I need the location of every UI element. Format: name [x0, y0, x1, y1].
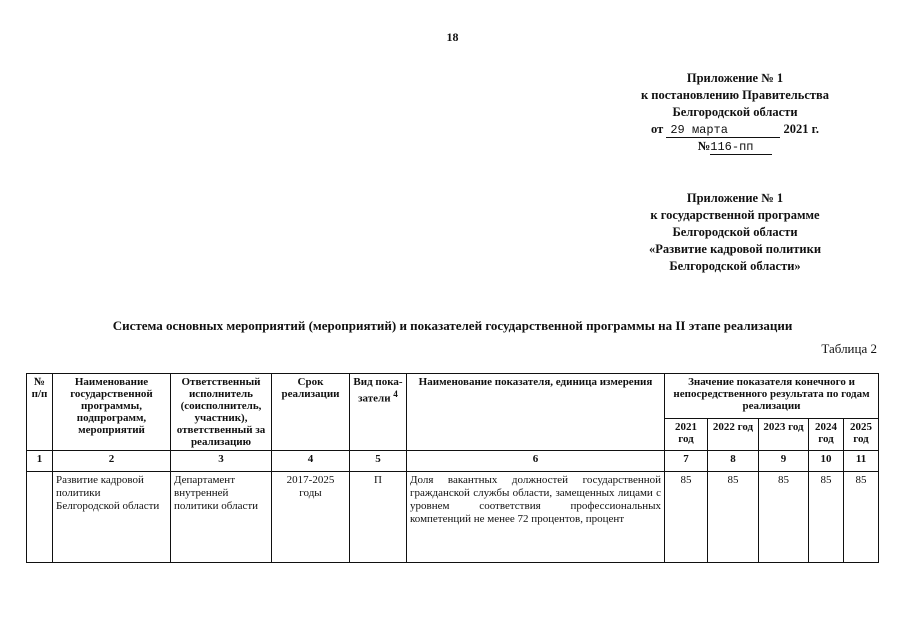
header-term: Срок реализации	[272, 374, 350, 451]
header-year: 2025 год	[844, 419, 879, 451]
column-number: 6	[407, 451, 665, 472]
indicators-table	[26, 373, 879, 563]
column-numbers-row	[27, 451, 879, 472]
column-number: 9	[759, 451, 809, 472]
row-name: Развитие кадровой политики Белгородской области	[53, 472, 171, 563]
appendix-line: к государственной программе	[650, 208, 820, 222]
row-value: 85	[665, 472, 708, 563]
appendix-program-block	[615, 190, 855, 275]
appendix-line: Белгородской области»	[669, 259, 801, 273]
page-number: 18	[446, 30, 459, 44]
row-kind: П	[350, 472, 407, 563]
row-term: 2017-2025 годы	[272, 472, 350, 563]
table-header-row	[27, 374, 879, 419]
header-year: 2022 год	[708, 419, 759, 451]
table-row	[27, 472, 879, 563]
appendix-line: к постановлению Правительства	[640, 88, 830, 102]
header-year: 2023 год	[759, 419, 809, 451]
header-year: 2024 год	[809, 419, 844, 451]
appendix-title: Приложение № 1	[686, 191, 784, 205]
header-year: 2021 год	[665, 419, 708, 451]
header-kind-label: Вид пока-затели	[353, 376, 403, 405]
number-value: 116-пп	[710, 140, 772, 155]
row-executor: Департамент внутренней политики области	[171, 472, 272, 563]
column-number: 2	[53, 451, 171, 472]
appendix-title: Приложение № 1	[686, 71, 784, 85]
header-kind	[350, 374, 407, 451]
row-value: 85	[759, 472, 809, 563]
header-kind-footnote: 4	[393, 389, 398, 399]
header-indicator: Наименование показателя, единица измерения	[407, 374, 665, 451]
column-number: 1	[27, 451, 53, 472]
column-number: 8	[708, 451, 759, 472]
column-number: 7	[665, 451, 708, 472]
document-title: Система основных мероприятий (мероприятий) и показателей государственной программы на II этапе реализации	[112, 318, 793, 333]
row-value: 85	[809, 472, 844, 563]
column-number: 11	[844, 451, 879, 472]
table-label: Таблица 2	[821, 341, 877, 356]
date-prefix: от	[650, 122, 664, 136]
header-executor: Ответственный исполнитель (соисполнитель, участник), ответственный за реализацию	[171, 374, 272, 451]
header-values: Значение показателя конечного и непосредственного результата по годам реализации	[665, 374, 879, 419]
number-prefix: №	[697, 139, 711, 153]
appendix-date-line	[615, 121, 855, 138]
row-indicator: Доля вакантных должностей государственной гражданской службы области, замещенных лицами с уровнем соответствия профессиональных компетенций не менее 72 процентов, процент	[407, 472, 665, 563]
column-number: 5	[350, 451, 407, 472]
date-year: 2021 г.	[783, 122, 819, 136]
column-number: 4	[272, 451, 350, 472]
column-number: 10	[809, 451, 844, 472]
column-number: 3	[171, 451, 272, 472]
row-value: 85	[708, 472, 759, 563]
row-value: 85	[844, 472, 879, 563]
appendix-line: Белгородской области	[672, 105, 798, 119]
appendix-resolution-block	[615, 70, 855, 155]
appendix-line: «Развитие кадровой политики	[648, 242, 822, 256]
header-name: Наименование государственной программы, подпрограмм, мероприятий	[53, 374, 171, 451]
row-num	[27, 472, 53, 563]
header-num: № п/п	[27, 374, 53, 451]
appendix-number-line	[615, 138, 855, 155]
date-value: 29 марта	[666, 123, 780, 138]
appendix-line: Белгородской области	[672, 225, 798, 239]
